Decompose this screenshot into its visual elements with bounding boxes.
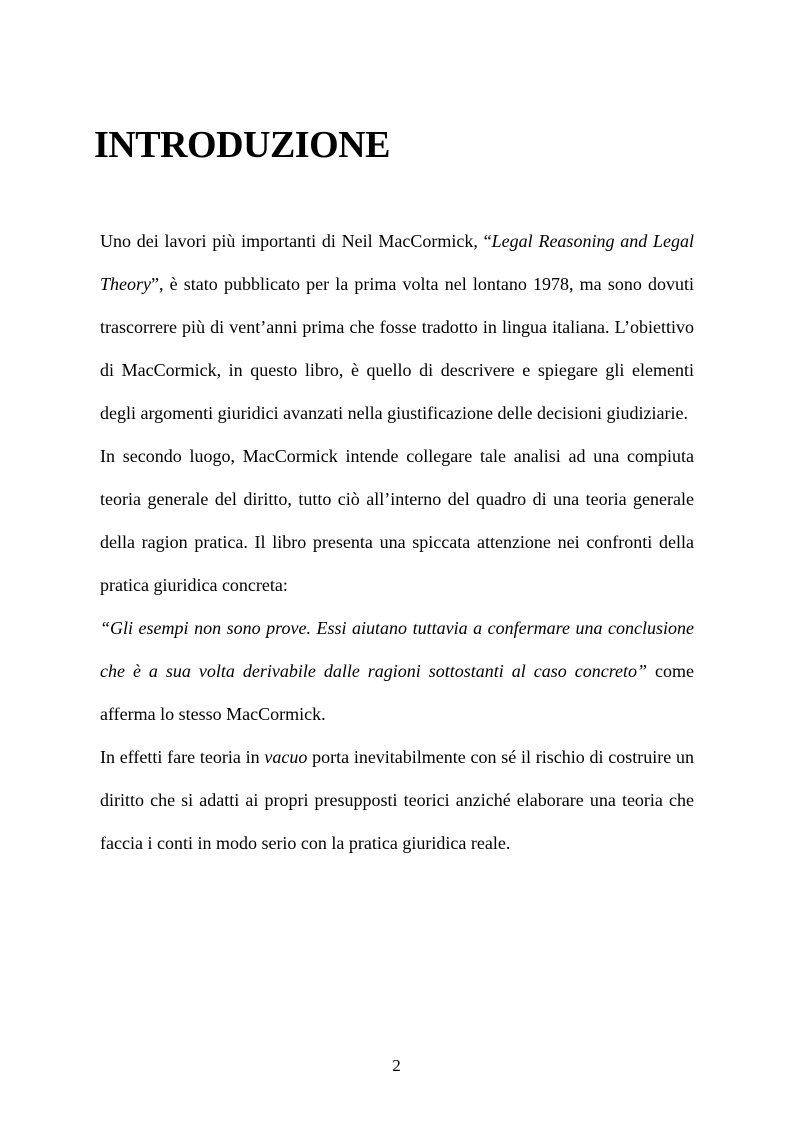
paragraph-3 [100,607,694,736]
paragraph-2-text: In secondo luogo, MacCormick intende collegare tale analisi ad una compiuta teoria generale del diritto, tutto ciò all’interno del quadro di una teoria generale della ragion pratica. Il libro presenta una spiccata attenzione nei confronti della pratica giuridica concreta: [100,446,694,595]
vacuo-italic: vacuo [264,747,308,767]
paragraph-4-text-start: In effetti fare teoria in [100,747,265,767]
paragraph-1 [100,220,694,435]
paragraph-2 [100,435,694,607]
paragraph-4-text-end: porta inevitabilmente con sé il rischio di costruire un diritto che si adatti ai propri presupposti teorici anziché elaborare una teoria che faccia i conti in modo serio con la pratica giuridica reale. [100,747,694,853]
quotation-italic: “Gli esempi non sono prove. Essi aiutano tuttavia a confermare una conclusione che è a sua volta derivabile dalle ragioni sottostanti al caso concreto” [100,618,694,681]
paragraph-1-text-end: ”, è stato pubblicato per la prima volta nel lontano 1978, ma sono dovuti trascorrere più di vent’anni prima che fosse tradotto in lingua italiana. L’obiettivo di MacCormick, in questo libro, è quello di descrivere e spiegare gli elementi degli argomenti giuridici avanzati nella giustificazione delle decisioni giudiziarie. [100,274,694,423]
page-title: INTRODUZIONE [94,124,390,166]
paragraph-3-text: come afferma lo stesso MacCormick. [100,661,695,724]
paragraph-4 [100,736,694,865]
page-number: 2 [392,1056,401,1075]
book-title-italic: Legal Reasoning and Legal Theory [100,231,695,294]
paragraph-1-text-start: Uno dei lavori più importanti di Neil MacCormick, “ [100,231,492,251]
body-text [100,220,694,865]
